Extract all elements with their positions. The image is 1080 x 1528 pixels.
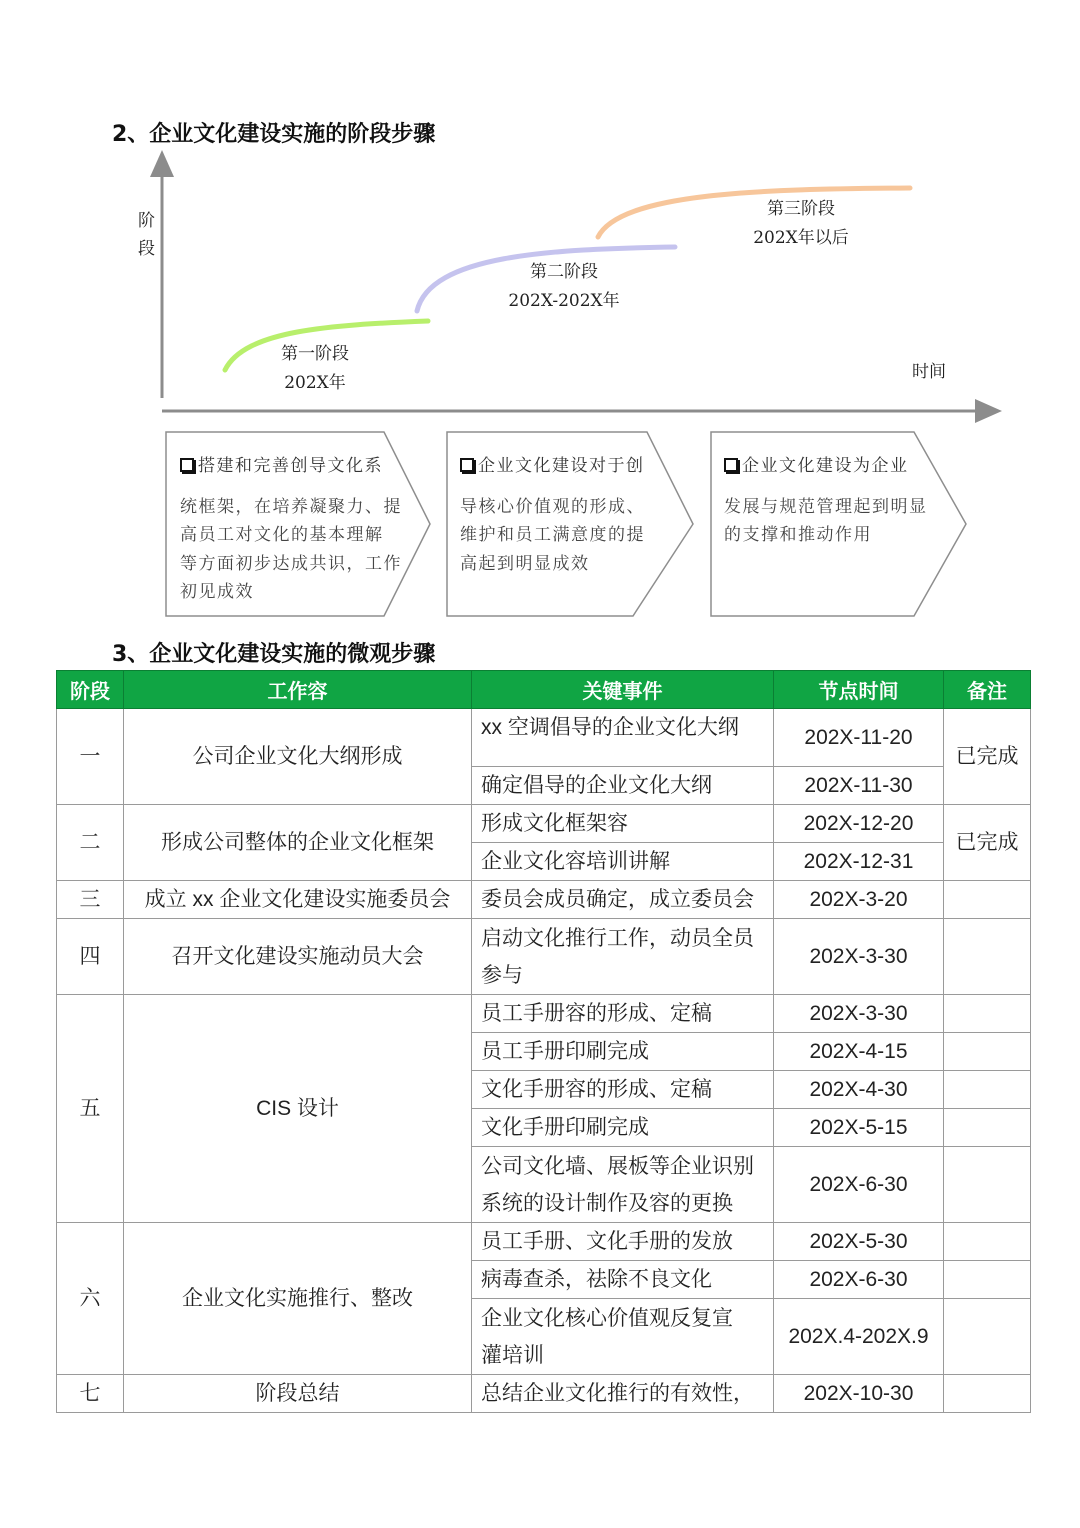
date-cell: 202X-10-30	[774, 1375, 944, 1413]
header-work: 工作容	[124, 671, 472, 709]
table-header-row	[57, 671, 1031, 709]
header-stage: 阶段	[57, 671, 124, 709]
stage-cell: 三	[57, 881, 124, 919]
stage-cell: 五	[57, 995, 124, 1223]
work-cell: 形成公司整体的企业文化框架	[124, 805, 472, 881]
date-cell: 202X-6-30	[774, 1261, 944, 1299]
phase-box-2	[460, 452, 675, 578]
date-cell: 202X-5-15	[774, 1109, 944, 1147]
note-cell: 已完成	[944, 805, 1031, 881]
date-cell: 202X-12-20	[774, 805, 944, 843]
event-cell: 员工手册、文化手册的发放	[472, 1223, 774, 1261]
work-cell: 公司企业文化大纲形成	[124, 709, 472, 805]
section-3-title: 3、企业文化建设实施的微观步骤	[112, 642, 436, 667]
micro-steps-table	[56, 670, 1031, 1413]
date-cell: 202X-11-30	[774, 767, 944, 805]
event-cell	[472, 1299, 774, 1375]
phase-box-3-line-2: 发展与规范管理起到明显	[724, 496, 928, 517]
event-cell: xx 空调倡导的企业文化大纲	[472, 709, 774, 767]
stage-cell: 一	[57, 709, 124, 805]
date-cell: 202X-5-30	[774, 1223, 944, 1261]
x-axis-label: 时间	[912, 362, 946, 382]
event-line: 参与	[481, 963, 523, 987]
table-row	[57, 919, 1031, 995]
stage-1-name: 第一阶段	[281, 344, 349, 364]
phase-box-3-line-1: 企业文化建设为企业	[742, 456, 909, 476]
stage-cell: 四	[57, 919, 124, 995]
table-row	[57, 1223, 1031, 1261]
date-cell: 202X.4-202X.9	[774, 1299, 944, 1375]
section-2-title: 2、企业文化建设实施的阶段步骤	[112, 122, 436, 147]
phase-box-2-line-4: 高起到明显成效	[460, 553, 590, 574]
phase-box-1-line-2: 统框架，在培养凝聚力、提	[180, 496, 402, 517]
stage-1-period: 202X年	[284, 373, 346, 393]
date-cell: 202X-3-30	[774, 995, 944, 1033]
phase-box-1-line-3: 高员工对文化的基本理解	[180, 525, 384, 545]
checkbox-icon	[724, 458, 738, 472]
event-cell: 员工手册印刷完成	[472, 1033, 774, 1071]
stage-2-name: 第二阶段	[530, 262, 598, 282]
note-cell	[944, 1375, 1031, 1413]
table-row	[57, 805, 1031, 843]
phase-box-2-line-3: 维护和员工满意度的提	[460, 525, 645, 545]
phase-box-3-line-3: 的支撑和推动作用	[724, 525, 872, 545]
event-line: 系统的设计制作及容的更换	[481, 1191, 733, 1215]
date-cell: 202X-3-20	[774, 881, 944, 919]
event-cell: 确定倡导的企业文化大纲	[472, 767, 774, 805]
phase-box-1-line-4: 等方面初步达成共识，工作	[180, 553, 402, 574]
note-cell	[944, 919, 1031, 995]
note-cell	[944, 881, 1031, 919]
stage-cell: 七	[57, 1375, 124, 1413]
date-cell: 202X-4-30	[774, 1071, 944, 1109]
stage-cell: 二	[57, 805, 124, 881]
stage-3-period: 202X年以后	[753, 228, 849, 248]
stage-3-name: 第三阶段	[767, 199, 835, 219]
date-cell: 202X-6-30	[774, 1147, 944, 1223]
checkbox-icon	[460, 458, 474, 472]
event-cell: 企业文化容培训讲解	[472, 843, 774, 881]
event-cell: 病毒查杀，祛除不良文化	[472, 1261, 774, 1299]
note-cell	[944, 1147, 1031, 1223]
note-cell: 已完成	[944, 709, 1031, 805]
y-axis-label-2: 段	[138, 239, 155, 259]
date-cell: 202X-3-30	[774, 919, 944, 995]
work-cell: 阶段总结	[124, 1375, 472, 1413]
stage-cell: 六	[57, 1223, 124, 1375]
work-cell: 召开文化建设实施动员大会	[124, 919, 472, 995]
event-cell: 形成文化框架容	[472, 805, 774, 843]
date-cell: 202X-4-15	[774, 1033, 944, 1071]
header-date: 节点时间	[774, 671, 944, 709]
note-cell	[944, 995, 1031, 1033]
event-cell: 文化手册容的形成、定稿	[472, 1071, 774, 1109]
event-cell	[472, 1147, 774, 1223]
stage-2-period: 202X-202X年	[508, 291, 620, 311]
phase-box-2-line-2: 导核心价值观的形成、	[460, 496, 645, 517]
note-cell	[944, 1109, 1031, 1147]
event-cell: 员工手册容的形成、定稿	[472, 995, 774, 1033]
header-note: 备注	[944, 671, 1031, 709]
table-row	[57, 709, 1031, 767]
phase-box-1	[180, 452, 420, 607]
table-row	[57, 1375, 1031, 1413]
work-cell: 企业文化实施推行、整改	[124, 1223, 472, 1375]
stage-2-label	[494, 258, 634, 316]
event-cell: 委员会成员确定，成立委员会	[472, 881, 774, 919]
event-line: 灌培训	[481, 1343, 544, 1367]
table-row	[57, 995, 1031, 1033]
event-line: 启动文化推行工作，动员全员	[481, 926, 754, 950]
table-row	[57, 881, 1031, 919]
date-cell: 202X-12-31	[774, 843, 944, 881]
note-cell	[944, 1299, 1031, 1375]
work-cell: CIS 设计	[124, 995, 472, 1223]
event-cell: 总结企业文化推行的有效性，	[472, 1375, 774, 1413]
phase-box-3	[724, 452, 954, 550]
y-axis-label-1: 阶	[138, 211, 155, 231]
stage-diagram	[0, 0, 1080, 630]
note-cell	[944, 1071, 1031, 1109]
phase-box-1-line-1: 搭建和完善创导文化系	[198, 456, 383, 476]
phase-box-2-line-1: 企业文化建设对于创	[478, 456, 645, 476]
stage-1-label	[255, 340, 375, 398]
date-cell: 202X-11-20	[774, 709, 944, 767]
checkbox-icon	[180, 458, 194, 472]
note-cell	[944, 1223, 1031, 1261]
event-cell: 文化手册印刷完成	[472, 1109, 774, 1147]
work-cell: 成立 xx 企业文化建设实施委员会	[124, 881, 472, 919]
note-cell	[944, 1033, 1031, 1071]
stage-3-label	[736, 195, 866, 253]
header-event: 关键事件	[472, 671, 774, 709]
note-cell	[944, 1261, 1031, 1299]
phase-box-1-line-5: 初见成效	[180, 582, 254, 602]
event-line: 公司文化墙、展板等企业识别	[481, 1154, 754, 1178]
event-cell	[472, 919, 774, 995]
event-line: 企业文化核心价值观反复宣	[481, 1306, 733, 1330]
